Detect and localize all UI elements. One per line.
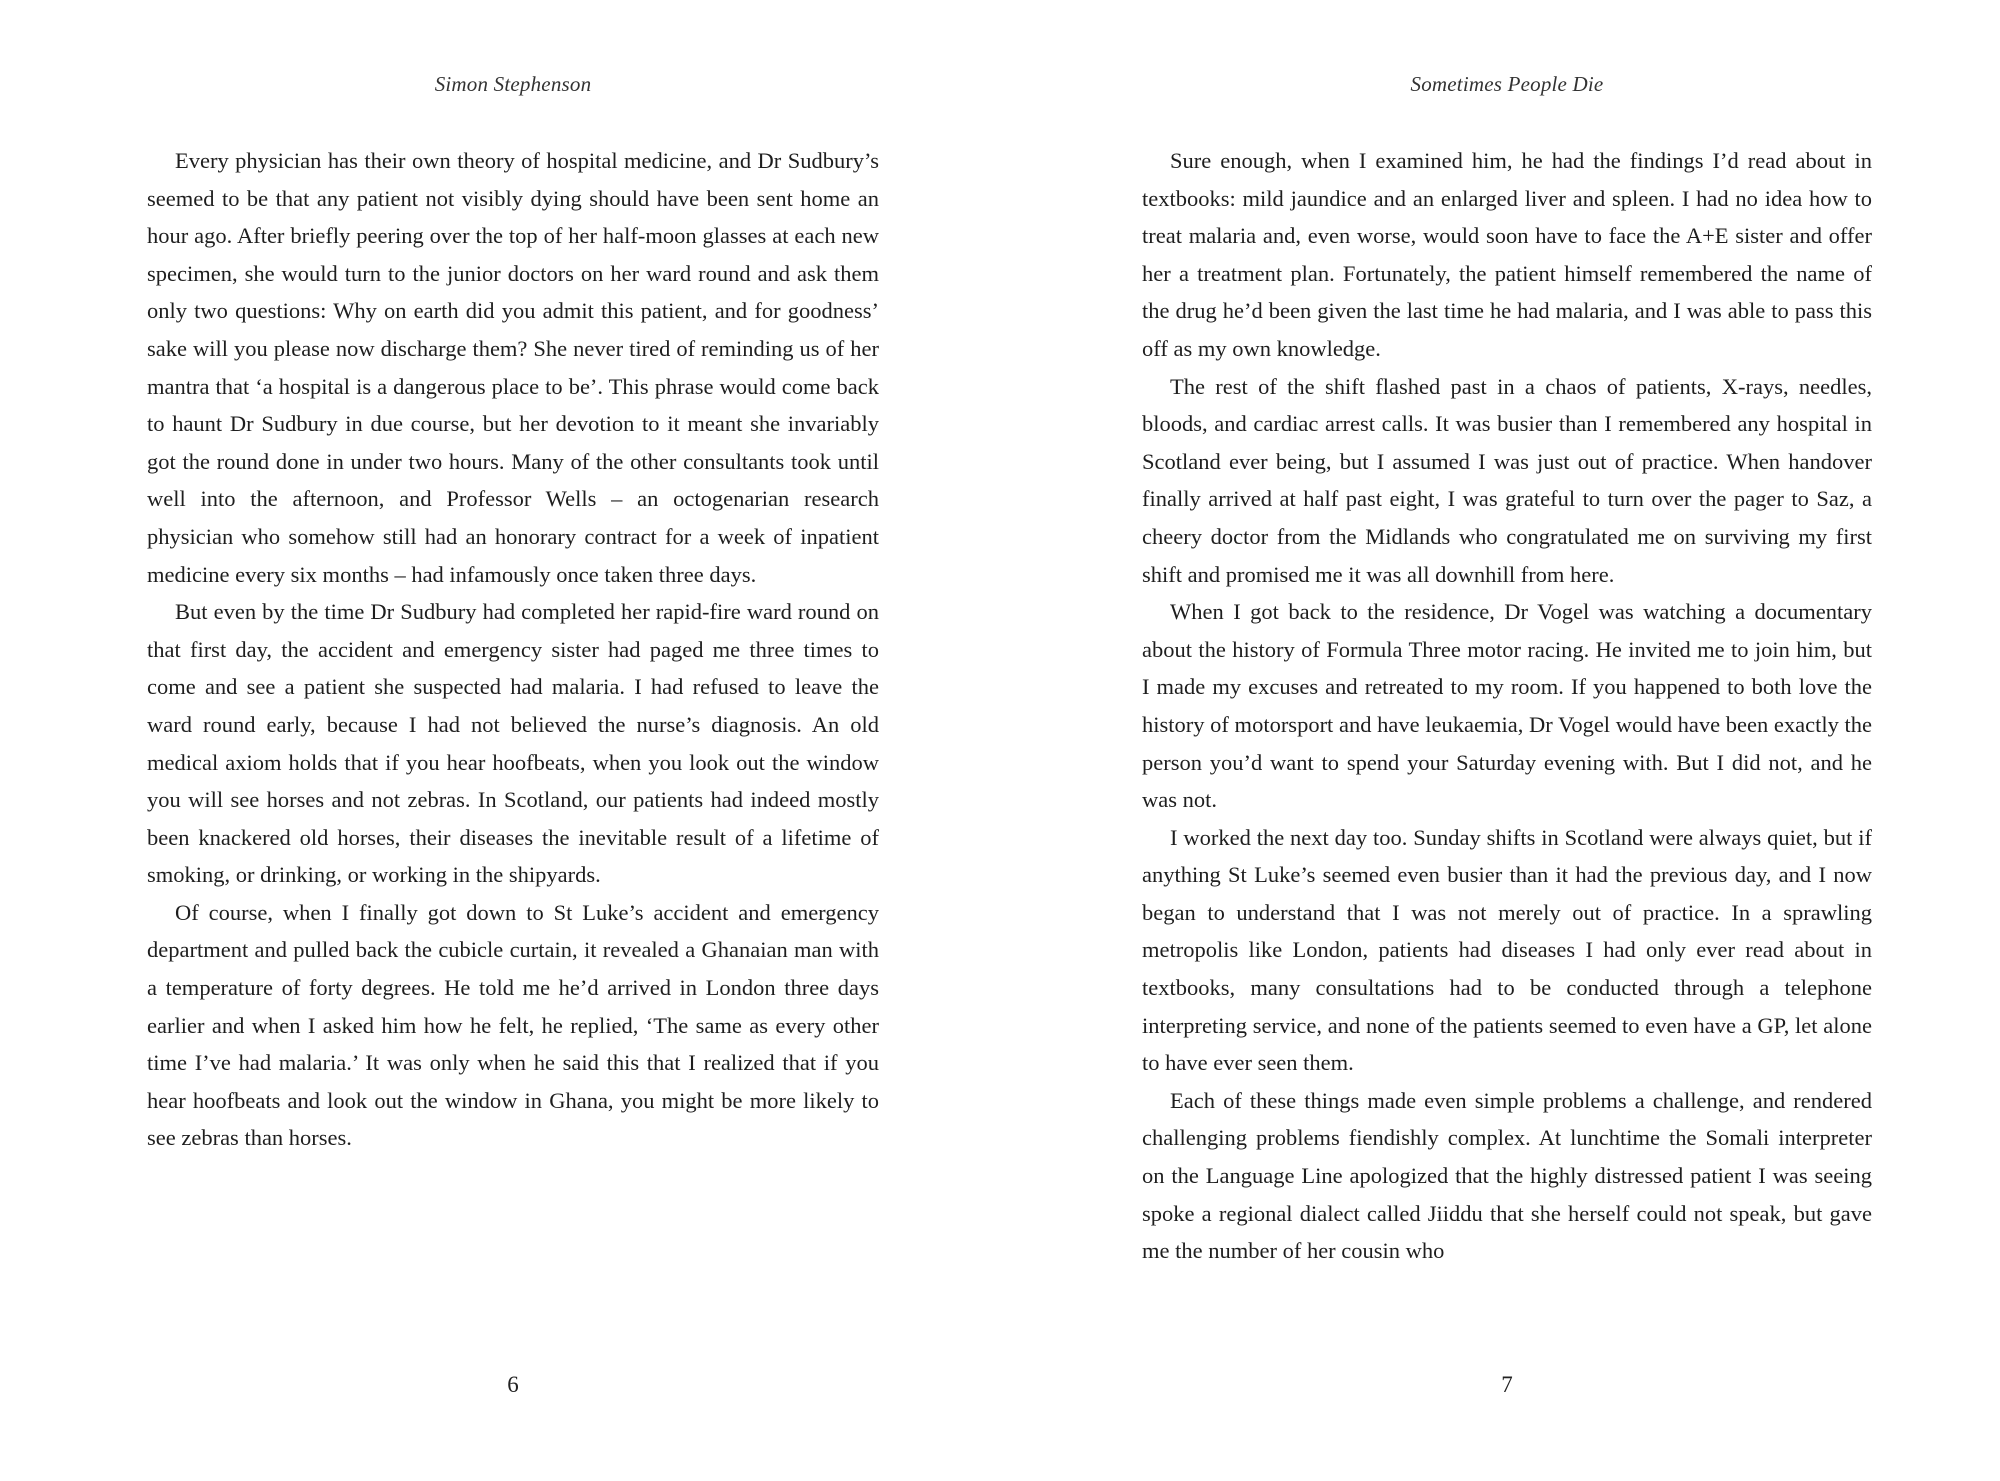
body-text (147, 142, 879, 1157)
paragraph: Sure enough, when I examined him, he had the findings I’d read about in textbooks: mild jaundice and an enlarged liver and spleen. I had no idea how to treat malaria and, even worse, would soon have to face the A+E sister and offer her a treatment plan. Fortunately, the patient himself remembered the name of the drug he’d been given the last time he had malaria, and I was able to pass this off as my own knowledge. (1142, 148, 1872, 361)
page-number: 6 (507, 1372, 519, 1397)
body-text (1142, 142, 1872, 1270)
paragraph: I worked the next day too. Sunday shifts in Scotland were always quiet, but if anything St Luke’s seemed even busier than it had the previous day, and I now began to understand that I was not merely out of practice. In a sprawling metropolis like London, patients had diseases I had only ever read about in textbooks, many consultations had to be conducted through a telephone interpreting service, and none of the patients seemed to even have a GP, let alone to have ever seen them. (1142, 824, 1872, 1076)
paragraph: Every physician has their own theory of hospital medicine, and Dr Sudbury’s seemed to be that any patient not visibly dying should have been sent home an hour ago. After briefly peering over the top of her half-moon glasses at each new specimen, she would turn to the junior doctors on her ward round and ask them only two questions: Why on earth did you admit this patient, and for goodness’ sake will you please now discharge them? She never tired of reminding us of her mantra that ‘a hospital is a dangerous place to be’. This phrase would come back to haunt Dr Sudbury in due course, but her devotion to it meant she invariably got the round done in under two hours. Many of the other consultants took until well into the afternoon, and Professor Wells – an octogenarian research physician who somehow still had an honorary contract for a week of inpatient medicine every six months – had infamously once taken three days. (147, 148, 879, 587)
running-head-title: Sometimes People Die (1410, 72, 1604, 96)
right-page (1000, 0, 2000, 1481)
paragraph: The rest of the shift flashed past in a chaos of patients, X-rays, needles, bloods, and cardiac arrest calls. It was busier than I remembered any hospital in Scotland ever being, but I assumed I was just out of practice. When handover finally arrived at half past eight, I was grateful to turn over the pager to Saz, a cheery doctor from the Midlands who congratulated me on surviving my first shift and promised me it was all downhill from here. (1142, 373, 1872, 587)
paragraph: But even by the time Dr Sudbury had completed her rapid-fire ward round on that first day, the accident and emergency sister had paged me three times to come and see a patient she suspected had malaria. I had refused to leave the ward round early, because I had not believed the nurse’s diagnosis. An old medical axiom holds that if you hear hoofbeats, when you look out the window you will see horses and not zebras. In Scotland, our patients had indeed mostly been knackered old horses, their diseases the inevitable result of a lifetime of smoking, or drinking, or working in the shipyards. (147, 599, 879, 888)
paragraph: Each of these things made even simple problems a challenge, and rendered challenging problems fiendishly complex. At lunchtime the Somali interpreter on the Language Line apologized that the highly distressed patient I was seeing spoke a regional dialect called Jiiddu that she herself could not speak, but gave me the number of her cousin who (1142, 1087, 1872, 1264)
paragraph: Of course, when I finally got down to St Luke’s accident and emergency department and pulled back the cubicle curtain, it revealed a Ghanaian man with a temperature of forty degrees. He told me he’d arrived in London three days earlier and when I asked him how he felt, he replied, ‘The same as every other time I’ve had malaria.’ It was only when he said this that I realized that if you hear hoofbeats and look out the window in Ghana, you might be more likely to see zebras than horses. (147, 899, 879, 1151)
page-number: 7 (1501, 1372, 1513, 1397)
running-head-author: Simon Stephenson (434, 72, 592, 96)
paragraph: When I got back to the residence, Dr Vogel was watching a documentary about the history of Formula Three motor racing. He invited me to join him, but I made my excuses and retreated to my room. If you happened to both love the history of motorsport and have leukaemia, Dr Vogel would have been exactly the person you’d want to spend your Saturday evening with. But I did not, and he was not. (1142, 599, 1872, 813)
